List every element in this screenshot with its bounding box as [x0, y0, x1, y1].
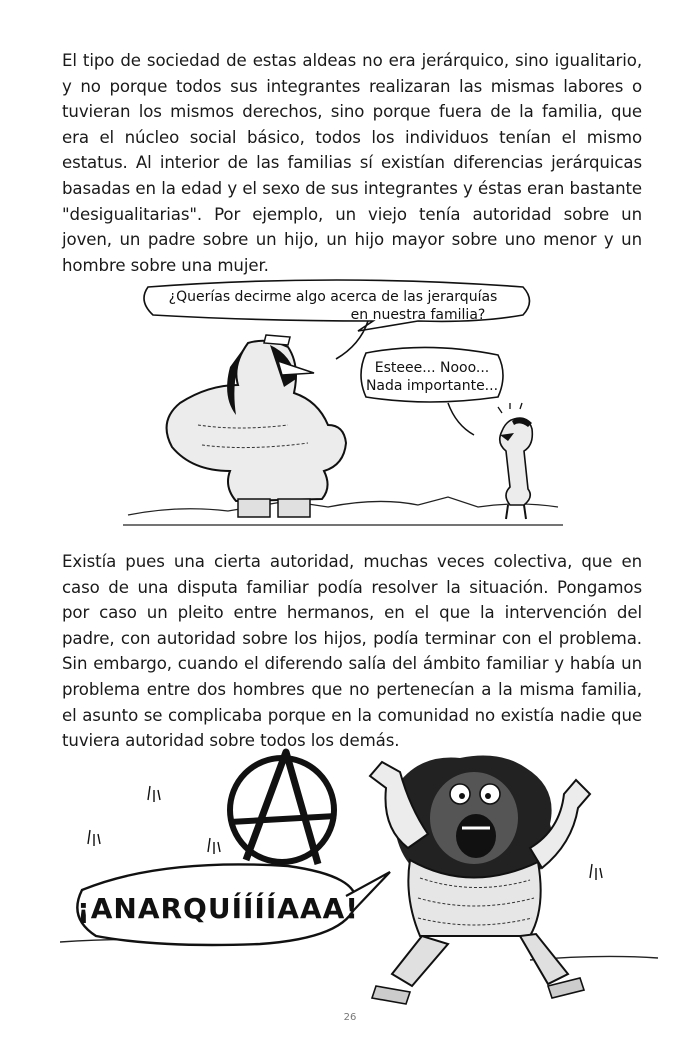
speech-balloon-son	[361, 347, 503, 435]
son-figure	[498, 403, 532, 519]
paragraph-hierarchy: El tipo de sociedad de estas aldeas no era jerárquico, sino igualitario, y no porque todos sus integrantes realizaran las mismas labores o tuvieran los mismos derechos, sino porque fuera de la familia, que era el núcleo social básico, todos los individuos tenían el mismo estatus. Al interior de las familias sí existían diferencias jerárquicas basadas en la edad y el sexo de sus integrantes y éstas eran bastante "desigualitarias". Por ejemplo, un viejo tenía autoridad sobre un joven, un padre sobre un hijo, un hijo mayor sobre uno menor y un hombre sobre una mujer.	[62, 51, 642, 275]
balloon-father-line1: ¿Querías decirme algo acerca de las jerarquías	[168, 289, 498, 305]
balloon-son-line1: Esteee... Nooo...	[374, 360, 490, 376]
comic-illustration-anarchy	[60, 748, 660, 1010]
speech-balloon-father	[144, 280, 530, 359]
shout-balloon	[77, 864, 390, 945]
comic-panel-anarchy	[60, 748, 660, 1010]
comic-panel-family	[118, 275, 568, 545]
father-figure	[167, 335, 346, 517]
balloon-father-line2: en nuestra familia?	[350, 307, 486, 323]
paragraph-authority: Existía pues una cierta autoridad, muchas veces colectiva, que en caso de una disputa familiar podía resolver la situación. Pongamos por caso un pleito entre hermanos, en el que la intervención del padre, con autoridad sobre los hijos, podía terminar con el problema. Sin embargo, cuando el diferendo salía del ámbito familiar y había un problema entre dos hombres que no pertenecían a la misma familia, el asunto se complicaba porque en la comunidad no existía nadie que tuviera autoridad sobre todos los demás.	[62, 552, 642, 751]
page-number: 26	[343, 1012, 357, 1023]
screaming-man-figure	[370, 756, 590, 1004]
shout-text: ¡ANARQUÍÍÍÍAAA!	[76, 892, 360, 925]
balloon-son-line2: Nada importante...	[365, 378, 499, 394]
anarchy-symbol	[230, 752, 336, 864]
comic-illustration-father-son	[118, 275, 568, 545]
